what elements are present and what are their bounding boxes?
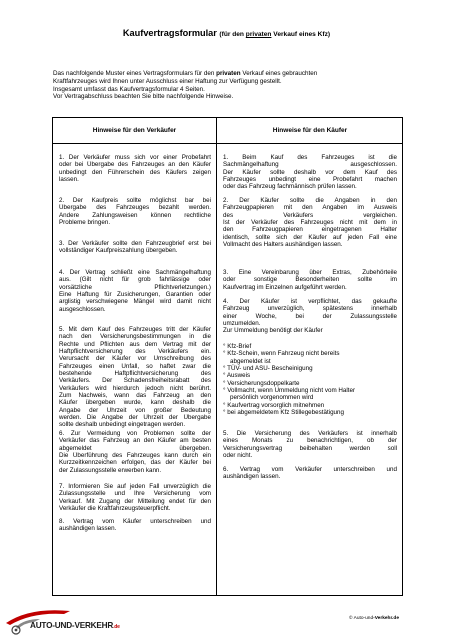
hint-line: eines Monats zu benachrichtigen, ob der	[223, 437, 397, 445]
hint-line: ° Vollmacht, wenn Ummeldung nicht vom Halter	[223, 387, 356, 395]
hint-line: lassen.	[59, 176, 79, 184]
buyer-hint-item	[223, 269, 397, 291]
hint-line: Kurzzeitkennzeichen erfolgen, das der Käufer bei	[59, 459, 211, 467]
hint-line: Ist der Verkäufer des Fahrzeuges nicht mit dem in	[223, 219, 397, 227]
intro-line-3: Insgesamt umfasst das Kaufvertragsformular 4 Seiten.	[53, 85, 205, 93]
hint-line: oder bei Übergabe des Fahrzeuges an den Käufer	[59, 161, 211, 169]
buyer-hint-item	[223, 343, 397, 416]
hint-line: Verkäufers. Der Schadensfreiheitsrabatt des	[59, 377, 211, 385]
hint-line: sollte deshalb unbedingt eingetragen werden.	[59, 421, 186, 429]
hint-line: 1. Beim Kauf des Fahrzeuges ist die	[223, 154, 397, 161]
hint-line: 6. Vertrag vom Verkäufer unterschreiben und	[223, 466, 397, 473]
logo-tld: .de	[113, 624, 120, 630]
hint-line: 2. Der Kaufpreis sollte möglichst bar bei	[59, 197, 211, 204]
copyright-post: -Verkehr.de	[373, 616, 399, 621]
hint-line: Angabe der Uhrzeit von großer Bedeutung	[59, 406, 211, 414]
hint-line: Rechte und Pflichten aus dem Vertrag mit der	[59, 340, 211, 348]
hint-line: Käufer übergeben wurde, kann deshalb die	[59, 399, 211, 407]
hint-line: 4. Der Käufer ist verpflichtet, das gekaufte	[223, 298, 397, 305]
hint-line: Die Überführung des Fahrzeuges kann durch ein	[59, 452, 211, 460]
hint-line: 4. Der Vertrag schließt eine Sachmängelhaftung	[59, 269, 211, 276]
hint-line: Probleme bringen.	[59, 219, 111, 227]
logo-wordmark	[30, 621, 120, 630]
seller-hint-item	[59, 518, 211, 533]
hint-line: Verkäufer das Fahrzeug an den Käufer am besten	[59, 437, 211, 445]
hint-line: werden. Die Angabe der Uhrzeit der Übergabe	[59, 414, 211, 422]
hint-line: Verkauf. Mit Zugang der Mitteilung endet für den	[59, 497, 211, 505]
hint-line: oder nicht.	[223, 452, 253, 460]
hint-line: Haftpflichtversicherung des Verkäufers ein.	[59, 348, 211, 356]
seller-hint-item	[59, 154, 211, 183]
intro-paragraph	[53, 70, 413, 101]
intro-l1-post: Verkauf eines gebrauchten	[240, 70, 318, 77]
hint-line: Kaufvertrag im Einzelnen aufgeführt werden.	[223, 283, 347, 291]
hint-line: 3. Der Verkäufer sollte den Fahrzeugbrief erst bei	[59, 240, 211, 247]
seller-hints-header: Hinweise für den Verkäufer	[92, 127, 177, 134]
hint-line: Eine Haftung für Zusicherungen, Garantien oder	[59, 291, 211, 299]
hint-line: nach den Versicherungsbestimmungen in die	[59, 333, 211, 341]
hint-line: Fahrzeuges unbedingt eine Probefahrt machen	[223, 176, 397, 184]
subtitle-underlined: privaten	[245, 31, 272, 38]
hint-line: ° Versicherungsdoppelkarte	[223, 379, 300, 387]
hint-line: 7. Informieren Sie auf jeden Fall unverzüglich die	[59, 483, 211, 490]
hint-line: umzumelden.	[223, 320, 261, 328]
intro-l1-pre: Das nachfolgende Muster eines Vertragsformulars für den	[53, 70, 217, 77]
hint-line: 8. Vertrag vom Käufer unterschreiben und	[59, 518, 211, 525]
hint-line: Zum Nachweis, wann das Fahrzeug an den	[59, 392, 211, 400]
hint-line: Zur Ummeldung benötigt der Käufer	[223, 327, 323, 335]
intro-line-1	[53, 70, 413, 78]
title-subtitle	[219, 31, 330, 38]
seller-hint-item	[59, 483, 211, 512]
hint-line: Vollmacht des Halters aushändigen lassen.	[223, 241, 343, 249]
hint-line: arglistig verschwiegene Mängel wird damit nicht	[59, 298, 211, 306]
seller-hint-item	[59, 269, 211, 313]
hint-line: bestehende Haftpflichtversicherung des	[59, 370, 211, 378]
hint-line: Fahrzeug unverzüglich, spätestens innerhalb	[223, 305, 397, 313]
hints-table	[52, 117, 403, 596]
hint-line: der Zulassungsstelle erwerben kann.	[59, 466, 162, 474]
hint-line: 3. Eine Vereinbarung über Extras, Zubehörteile	[223, 269, 397, 276]
hint-line: aushändigen lassen.	[59, 525, 117, 533]
buyer-hint-item	[223, 298, 397, 335]
hint-line: ° bei abgemeldetem Kfz Stillegebestätigung	[223, 409, 344, 417]
copyright-pre: © Auto-	[349, 616, 366, 621]
hint-line: Verkäufers wird hierdurch jedoch nicht berührt.	[59, 384, 211, 392]
hint-line: ° Ausweis	[223, 372, 251, 380]
hint-line: oder sonstige Besonderheiten sollte im	[223, 276, 397, 284]
subtitle-pre: (für den	[219, 31, 246, 38]
copyright-mid: und	[365, 616, 374, 621]
hint-line: aushändigen lassen.	[223, 473, 281, 481]
hint-line: abgemeldet übergeben.	[59, 444, 211, 452]
hint-line: Verursacht der Käufer vor Umschreibung des	[59, 355, 211, 363]
hint-line: 5. Mit dem Kauf des Fahrzeuges tritt der Käufer	[59, 326, 211, 333]
seller-hint-item	[59, 430, 211, 474]
buyer-hint-item	[223, 430, 397, 459]
seller-hint-item	[59, 240, 211, 255]
hint-line: Versicherungsvertrag beibehalten werden soll	[223, 444, 397, 452]
hint-line: einer Woche, bei der Zulassungsstelle	[223, 312, 397, 320]
hint-line: 2. Der Käufer sollte die Angaben in den	[223, 197, 397, 204]
page-title	[0, 28, 453, 38]
intro-l1-bold: privaten	[216, 70, 241, 77]
hint-line: den Fahrzeugpapieren eingetragenen Halter	[223, 226, 397, 234]
subtitle-post: Verkauf eines Kfz)	[271, 31, 331, 38]
hint-line: aus. (Gilt nicht für grob fahrlässige oder	[59, 276, 211, 284]
hint-line: abgemeldet ist	[230, 357, 271, 365]
intro-line-4: Vor Vertragabschluss beachten Sie bitte nachfolgende Hinweise.	[53, 93, 234, 101]
intro-line-2: Kraftfahrzeuges wird Ihnen unter Ausschluss einer Haftung zur Verfügung gestellt.	[53, 77, 282, 85]
seller-hint-item	[59, 197, 211, 226]
copyright-note	[349, 616, 399, 621]
hint-line: Sachmängelhaftung ausgeschlossen.	[223, 161, 397, 169]
hint-line: des Verkäufers vergleichen.	[223, 211, 397, 219]
hint-line: Andere Zahlungsweisen können rechtliche	[59, 211, 211, 219]
hint-line: ° Kfz-Brief	[223, 343, 252, 350]
hint-line: Verkäufer die Kraftfahrzeugsteuerpflicht.	[59, 505, 171, 513]
hint-line: ° TÜV- und ASU- Bescheinigung	[223, 365, 313, 373]
table-column-divider	[216, 118, 217, 595]
hint-line: ausgeschlossen.	[59, 305, 106, 313]
hint-line: Übergabe des Fahrzeuges bezahlt werden.	[59, 204, 211, 212]
hint-line: Fahrzeuges einen Unfall, so haftet zwar die	[59, 362, 211, 370]
buyer-hint-item	[223, 197, 397, 248]
hint-line: identisch, sollte sich der Käufer auf jeden Fall eine	[223, 233, 397, 241]
title-main: Kaufvertragsformular	[122, 28, 217, 38]
table-header-divider	[53, 143, 402, 144]
logo-text: AUTO-UND-VERKEHR	[30, 621, 114, 630]
hint-line: ° Kaufvertrag vorsorglich mitnehmen	[223, 401, 325, 409]
hint-line: 6. Zur Vermeidung von Problemen sollte der	[59, 430, 211, 437]
hint-line: unbedingt den Führerschein des Käufers zeigen	[59, 168, 211, 176]
hint-line: Zulassungsstelle und Ihre Versicherung vom	[59, 490, 211, 498]
hint-line: persönlich vorgenommen wird	[230, 394, 314, 402]
hint-line: 5. Die Versicherung des Verkäufers ist innerhalb	[223, 430, 397, 437]
buyer-hints-header: Hinweise für den Käufer	[272, 127, 348, 134]
hint-line: oder das Fahrzeug fachmännisch prüfen lassen.	[223, 183, 357, 191]
hint-line: Fahrzeugpapieren mit den Angaben im Ausweis	[223, 204, 397, 212]
seller-hint-item	[59, 326, 211, 429]
hint-line: vorsätzliche Pflichtverletzungen.)	[59, 283, 211, 291]
hint-line: 1. Der Verkäufer muss sich vor einer Probefahrt	[59, 154, 211, 161]
buyer-hint-item	[223, 466, 397, 481]
buyer-hint-item	[223, 154, 397, 191]
hint-line: ° Kfz-Schein, wenn Fahrzeug nicht bereits	[223, 350, 340, 358]
hint-line: Der Käufer sollte deshalb vor dem Kauf des	[223, 168, 397, 176]
hint-line: vollständiger Kaufpreiszahlung übergeben.	[59, 247, 178, 255]
